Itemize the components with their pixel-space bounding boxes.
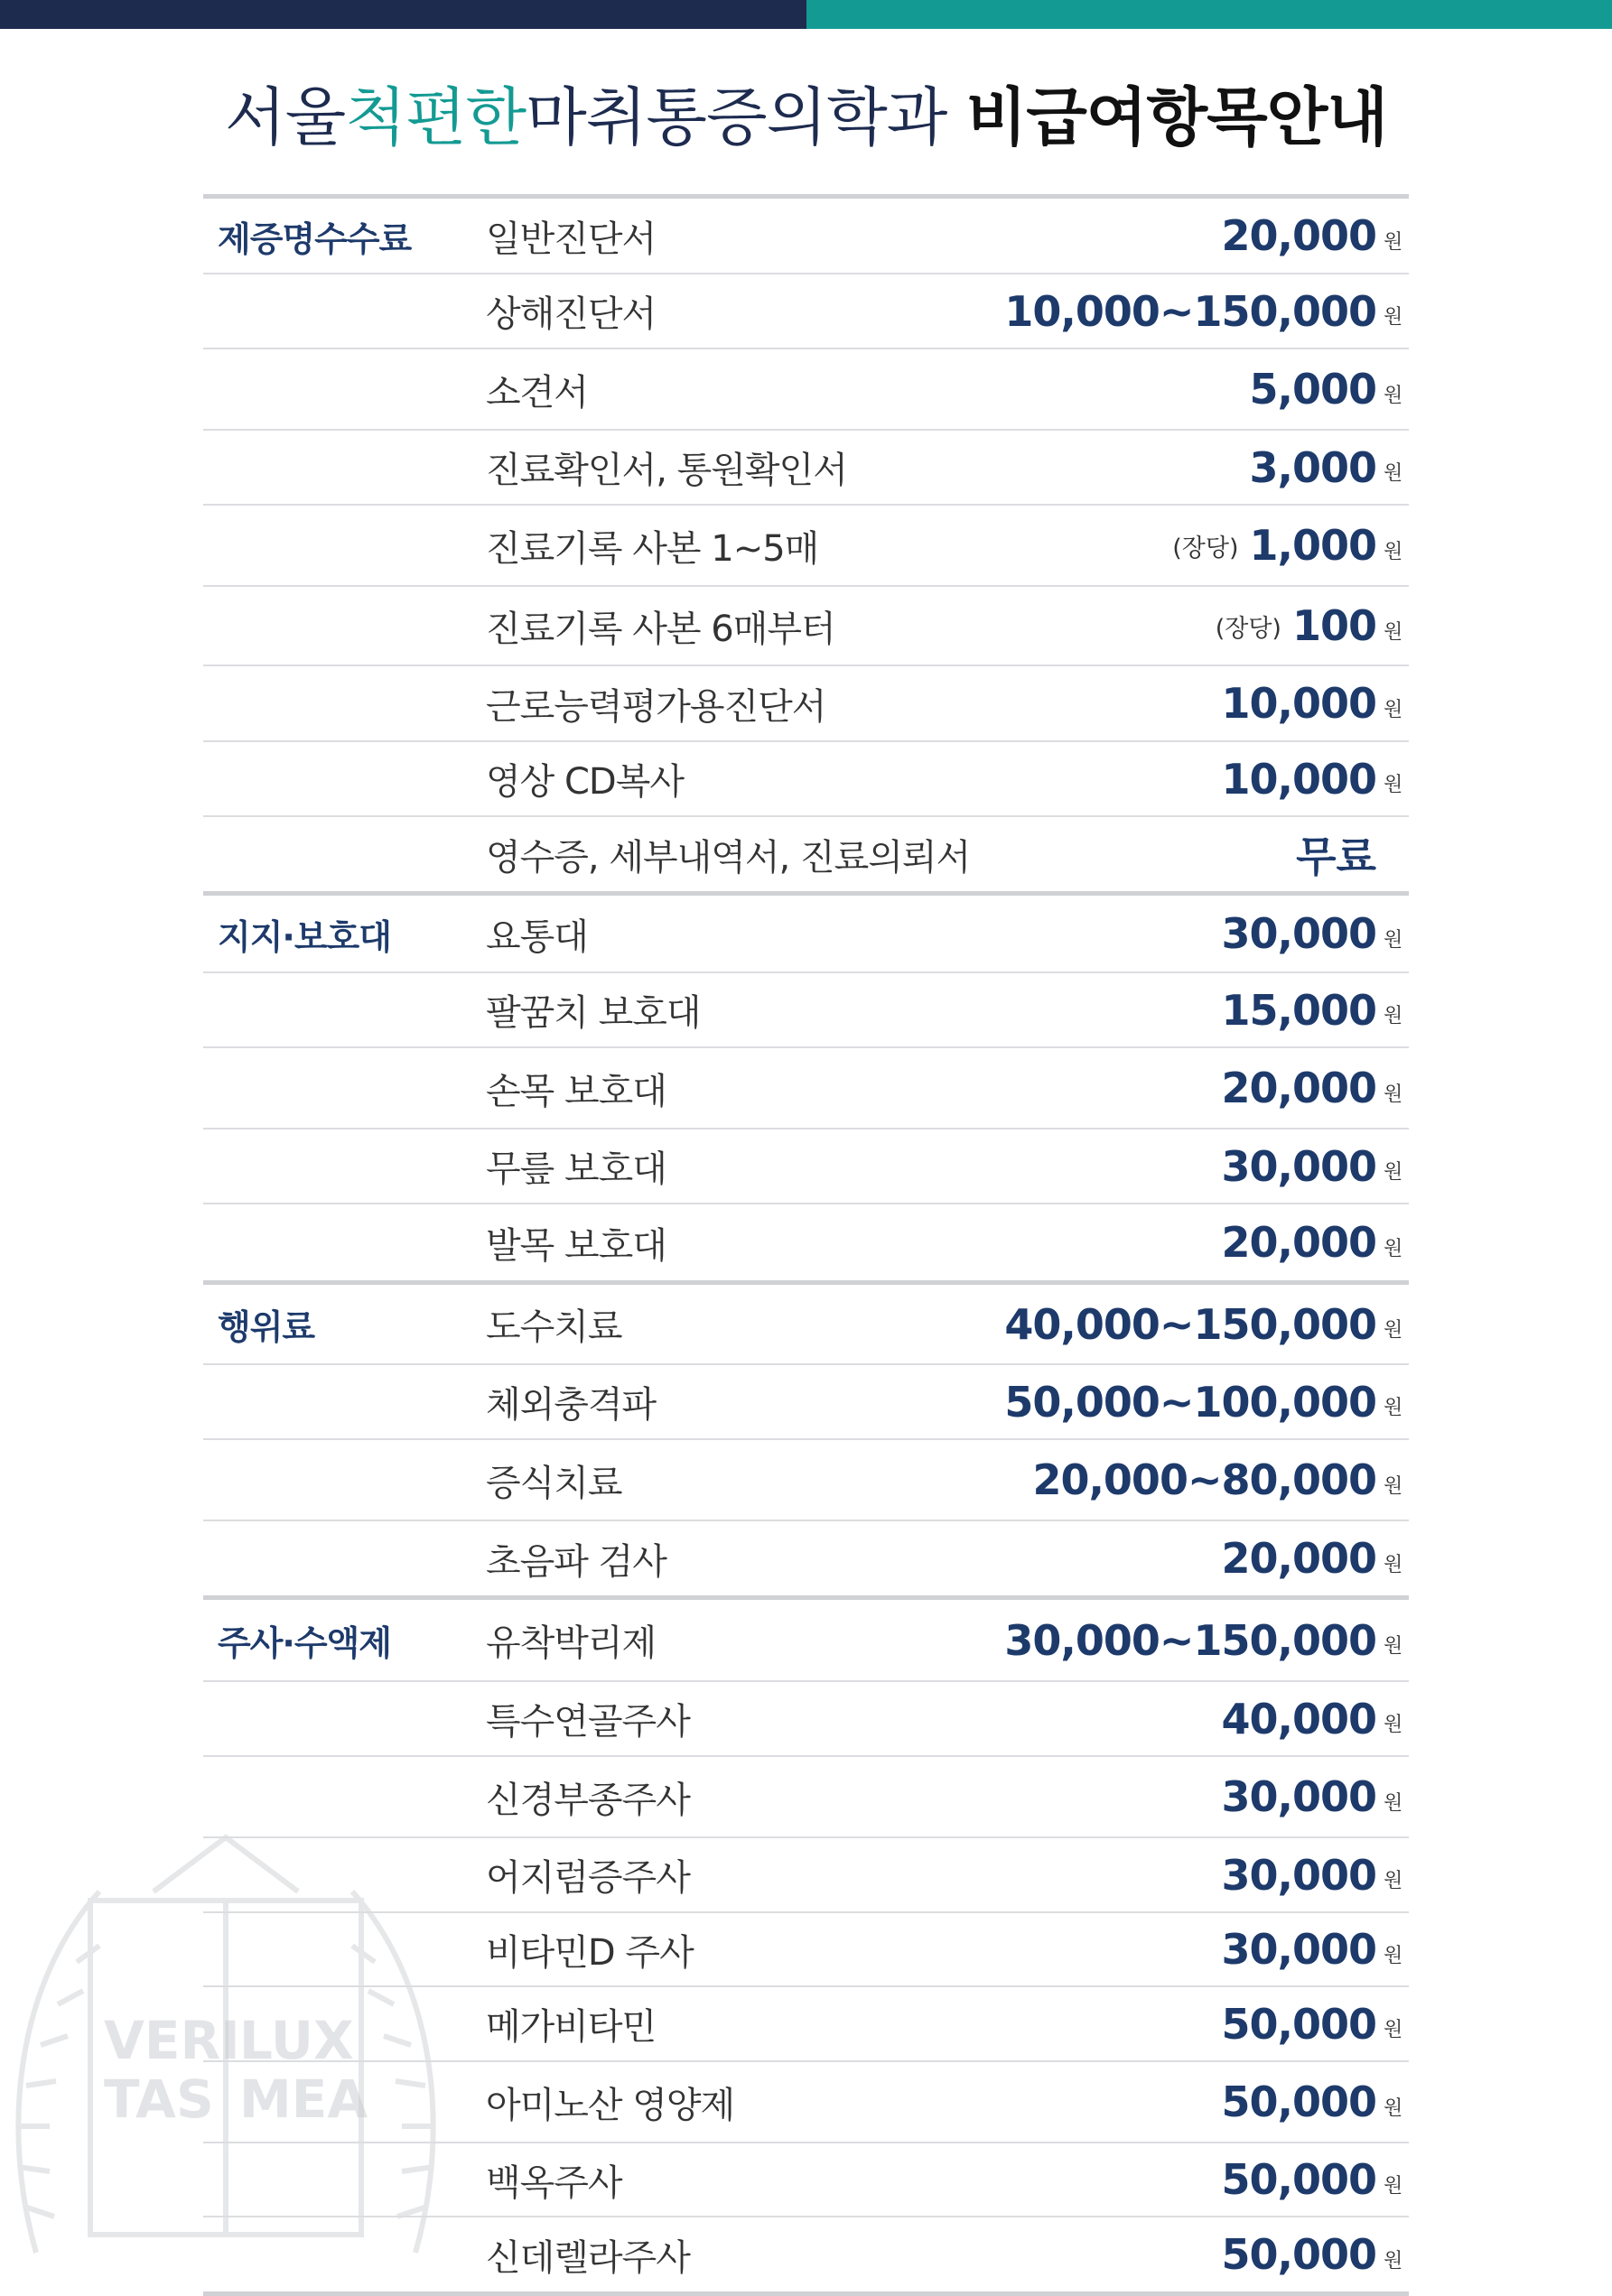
top-color-bar: [0, 0, 1612, 29]
price-amount: 30,000: [1221, 1850, 1376, 1900]
price-cell: [1296, 817, 1407, 891]
watermark-text-tas: TAS: [104, 2068, 214, 2130]
fee-row: [203, 666, 1409, 742]
fee-row: [203, 1838, 1409, 1913]
category-label: 제증명수수료: [218, 218, 412, 259]
item-name: 진료기록 사본 6매부터: [486, 608, 835, 650]
currency-unit: 원: [1384, 1635, 1403, 1658]
per-sheet-note: (장당): [1215, 614, 1281, 643]
fee-row: [203, 1913, 1409, 1987]
item-name: 유착박리제: [486, 1622, 657, 1664]
fee-row: [203, 817, 1409, 891]
price-cell: [1221, 199, 1407, 273]
currency-unit: 원: [1384, 1397, 1403, 1419]
price-amount: 20,000: [1221, 1534, 1376, 1583]
fee-row: [203, 431, 1409, 506]
currency-unit: 원: [1384, 2096, 1403, 2120]
fee-row: [203, 1129, 1409, 1204]
item-name: 도수치료: [486, 1306, 622, 1348]
fee-group: [203, 199, 1409, 891]
price-cell: [1004, 274, 1407, 348]
currency-unit: 원: [1384, 620, 1403, 644]
price-amount: 50,000: [1221, 2155, 1376, 2204]
currency-unit: 원: [1384, 698, 1403, 721]
fee-row: [203, 199, 1409, 274]
item-name: 요통대: [486, 916, 588, 958]
title-part-clinic: 마취통증의학과: [526, 80, 947, 154]
currency-unit: 원: [1384, 928, 1403, 952]
price-amount: 10,000: [1221, 679, 1376, 728]
fee-row: [203, 587, 1409, 666]
currency-unit: 원: [1384, 1474, 1403, 1498]
currency-unit: 원: [1384, 1791, 1403, 1815]
fee-row: [203, 2143, 1409, 2217]
table-bottom-divider: [203, 2291, 1409, 2296]
price-cell: [1221, 1913, 1407, 1985]
fee-table: [203, 194, 1409, 2296]
currency-unit: 원: [1384, 540, 1403, 563]
item-name: 진료기록 사본 1~5매: [486, 527, 819, 570]
price-amount: 30,000: [1221, 909, 1376, 958]
item-name: 일반진단서: [486, 218, 657, 260]
title-part-guide: 비급여항목안내: [965, 80, 1388, 154]
fee-row: [203, 349, 1409, 431]
price-cell: [1249, 349, 1407, 429]
fee-group: [203, 1600, 1409, 2291]
fee-row: [203, 1600, 1409, 1682]
fee-row: [203, 1440, 1409, 1521]
fee-row: [203, 274, 1409, 349]
currency-unit: 원: [1384, 2019, 1403, 2041]
price-amount: 30,000: [1221, 1772, 1376, 1821]
price-cell: [1004, 1365, 1407, 1438]
category-label: 행위료: [218, 1307, 315, 1347]
fee-row: [203, 1757, 1409, 1838]
page-title: [0, 77, 1612, 158]
price-cell: [1221, 896, 1407, 971]
item-name: 근로능력평가용진단서: [486, 685, 826, 728]
top-bar-teal-segment: [806, 0, 1612, 29]
category-label: 지지·보호대: [218, 916, 391, 957]
price-cell: [1032, 1440, 1407, 1520]
price-amount: 30,000~150,000: [1004, 1615, 1376, 1665]
price-cell: [1221, 1987, 1407, 2060]
price-cell: [1221, 2062, 1407, 2142]
price-amount: 50,000: [1221, 1999, 1376, 2049]
fee-row: [203, 1285, 1409, 1365]
currency-unit: 원: [1384, 2174, 1403, 2198]
price-cell: [1221, 1838, 1407, 1911]
item-name: 체외충격파: [486, 1384, 657, 1426]
currency-unit: 원: [1384, 2249, 1403, 2273]
fee-group: [203, 896, 1409, 1280]
price-amount: 10,000~150,000: [1004, 286, 1376, 336]
watermark-text-lux: LUX: [239, 2010, 354, 2071]
per-sheet-note: (장당): [1172, 534, 1239, 562]
currency-unit: 원: [1384, 774, 1403, 796]
fee-row: [203, 2062, 1409, 2143]
price-amount: 40,000~150,000: [1004, 1299, 1376, 1349]
price-cell: [1221, 2143, 1407, 2216]
item-name: 메가비타민: [486, 2006, 657, 2048]
currency-unit: 원: [1384, 1870, 1403, 1892]
fee-row: [203, 1365, 1409, 1440]
price-amount: 15,000: [1221, 985, 1376, 1035]
currency-unit: 원: [1384, 1944, 1403, 1967]
fee-row: [203, 1204, 1409, 1280]
title-part-seoul: 서울: [224, 80, 346, 154]
currency-unit: 원: [1384, 1237, 1403, 1260]
price-amount: 20,000: [1221, 211, 1376, 260]
item-name: 발목 보호대: [486, 1224, 666, 1267]
watermark-text-mea: MEA: [239, 2068, 368, 2130]
price-cell: [1221, 973, 1407, 1046]
price-amount: 50,000: [1221, 2230, 1376, 2279]
item-name: 신경부종주사: [486, 1779, 690, 1821]
item-name: 소견서: [486, 371, 588, 414]
currency-unit: 원: [1384, 462, 1403, 485]
currency-unit: 원: [1384, 230, 1403, 254]
fee-row: [203, 896, 1409, 973]
currency-unit: 원: [1384, 1005, 1403, 1027]
fee-row: [203, 1682, 1409, 1757]
price-cell: [1221, 1129, 1407, 1203]
fee-group: [203, 1285, 1409, 1595]
item-name: 영상 CD복사: [486, 761, 685, 803]
price-amount: 10,000: [1221, 754, 1376, 804]
price-amount: 3,000: [1249, 442, 1376, 492]
currency-unit: 원: [1384, 384, 1403, 407]
price-cell: [1221, 1682, 1407, 1755]
currency-unit: 원: [1384, 1553, 1403, 1576]
price-amount: 20,000: [1221, 1064, 1376, 1112]
item-name: 백옥주사: [486, 2161, 622, 2204]
title-part-brand: 척편한: [345, 80, 526, 154]
price-cell: [1004, 1600, 1407, 1680]
item-name: 진료확인서, 통원확인서: [486, 450, 847, 491]
price-amount: 20,000~80,000: [1032, 1455, 1376, 1504]
price-cell: [1172, 506, 1407, 585]
free-label: 무료: [1296, 832, 1376, 881]
fee-row: [203, 1048, 1409, 1129]
currency-unit: 원: [1384, 1161, 1403, 1184]
fee-row: [203, 1521, 1409, 1595]
price-amount: 100: [1291, 601, 1376, 650]
top-bar-navy-segment: [0, 0, 806, 29]
item-name: 상해진단서: [486, 293, 657, 335]
price-cell: [1221, 666, 1407, 740]
currency-unit: 원: [1384, 306, 1403, 329]
fee-row: [203, 506, 1409, 587]
price-cell: [1221, 1204, 1407, 1280]
item-name: 팔꿈치 보호대: [486, 992, 701, 1034]
item-name: 어지럼증주사: [486, 1857, 690, 1899]
item-name: 무릎 보호대: [486, 1148, 666, 1190]
price-cell: [1221, 1521, 1407, 1595]
category-label: 주사·수액제: [218, 1623, 391, 1663]
price-cell: [1221, 1757, 1407, 1836]
price-amount: 30,000: [1221, 1925, 1376, 1974]
item-name: 비타민D 주사: [486, 1931, 694, 1974]
currency-unit: 원: [1384, 1319, 1403, 1342]
price-cell: [1221, 1048, 1407, 1128]
price-amount: 1,000: [1249, 521, 1376, 570]
item-name: 손목 보호대: [486, 1070, 666, 1112]
price-amount: 50,000~100,000: [1004, 1377, 1376, 1427]
item-name: 아미노산 영양제: [486, 2084, 735, 2126]
price-cell: [1216, 587, 1407, 665]
item-name: 특수연골주사: [486, 1701, 690, 1743]
price-amount: 30,000: [1221, 1141, 1376, 1191]
item-name: 초음파 검사: [486, 1540, 666, 1583]
watermark-text-veri: VERI: [104, 2010, 240, 2071]
price-amount: 50,000: [1221, 2078, 1376, 2126]
price-cell: [1221, 742, 1407, 815]
currency-unit: 원: [1384, 1714, 1403, 1736]
item-name: 증식치료: [486, 1462, 622, 1504]
item-name: 영수증, 세부내역서, 진료의뢰서: [486, 836, 971, 878]
price-amount: 20,000: [1221, 1218, 1376, 1267]
currency-unit: 원: [1384, 1083, 1403, 1106]
item-name: 신데렐라주사: [486, 2236, 690, 2279]
fee-row: [203, 973, 1409, 1048]
fee-row: [203, 1987, 1409, 2062]
fee-row: [203, 742, 1409, 817]
price-amount: 5,000: [1249, 365, 1376, 414]
price-amount: 40,000: [1221, 1694, 1376, 1743]
price-cell: [1004, 1285, 1407, 1363]
price-cell: [1249, 431, 1407, 504]
